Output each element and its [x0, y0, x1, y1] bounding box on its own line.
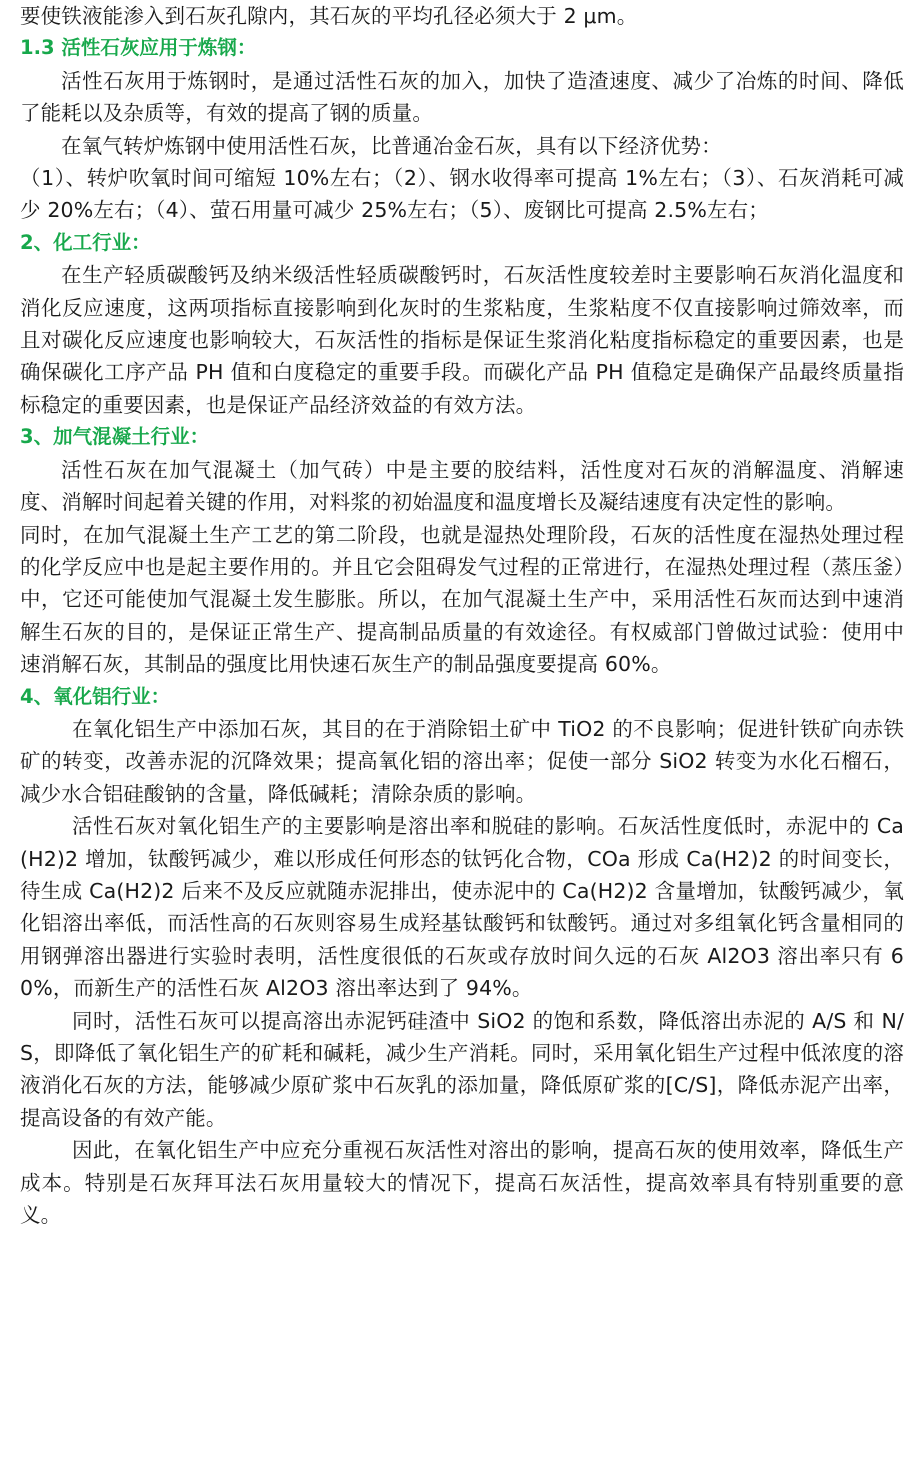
- heading-alumina-industry: 4、氧化铝行业：: [20, 684, 171, 708]
- paragraph-aerated-concrete-2: 同时，在加气混凝土生产工艺的第二阶段，也就是湿热处理阶段，石灰的活性度在湿热处理过程的化学反应中也是起主要作用的。并且它会阻碍发气过程的正常进行，在湿热处理过程（蒸压釜）中，它还可能使加气混凝土发生膨胀。所以，在加气混凝土生产中，采用活性石灰而达到中速消解生石灰的目的，是保证正常生产、提高制品质量的有效途径。有权威部门曾做过试验：使用中速消解石灰，其制品的强度比用快速石灰生产的制品强度要提高 60%。: [20, 522, 904, 677]
- paragraph-converter-advantages: 在氧气转炉炼钢中使用活性石灰，比普通冶金石灰，具有以下经济优势：: [61, 133, 722, 158]
- paragraph-chemical-industry: 在生产轻质碳酸钙及纳米级活性轻质碳酸钙时，石灰活性度较差时主要影响石灰消化温度和消化反应速度，这两项指标直接影响到化灰时的生浆粘度，生浆粘度不仅直接影响过筛效率，而且对碳化反应速度也影响较大，石灰活性的指标是保证生浆消化粘度指标稳定的重要因素，也是确保碳化工序产品 PH 值和白度稳定的重要手段。而碳化产品 PH 值稳定是确保产品最终质量指标稳定的重要因素，也是保证产品经济效益的有效方法。: [20, 263, 904, 417]
- paragraph-advantages-list: （1）、转炉吹氧时间可缩短 10%左右；（2）、钢水收得率可提高 1%左右；（3）、石灰消耗可减少 20%左右；（4）、萤石用量可减少 25%左右；（5）、废钢比可提高 2.5%左右；: [20, 166, 904, 223]
- paragraph-alumina-3: 同时，活性石灰可以提高溶出赤泥钙硅渣中 SiO2 的饱和系数，降低溶出赤泥的 A/S 和 N/S，即降低了氧化铝生产的矿耗和碱耗，减少生产消耗。同时，采用氧化铝生产过程中低浓度的溶液消化石灰的方法，能够减少原矿浆中石灰乳的添加量，降低原矿浆的[C/S]，降低赤泥产出率，提高设备的有效产能。: [20, 1008, 904, 1130]
- paragraph-aerated-concrete-1: 活性石灰在加气混凝土（加气砖）中是主要的胶结料，活性度对石灰的消解温度、消解速度、消解时间起着关键的作用，对料浆的初始温度和温度增长及凝结速度有决定性的影响。: [20, 457, 904, 515]
- heading-chemical-industry: 2、化工行业：: [20, 230, 151, 254]
- heading-steelmaking: 1.3 活性石灰应用于炼钢：: [20, 36, 257, 60]
- paragraph-alumina-1: 在氧化铝生产中添加石灰，其目的在于消除铝土矿中 TiO2 的不良影响；促进针铁矿向赤铁矿的转变，改善赤泥的沉降效果；提高氧化铝的溶出率；促使一部分 SiO2 转变为水化石榴石，减少水合铝硅酸钠的含量，降低碱耗；清除杂质的影响。: [20, 716, 904, 806]
- paragraph-alumina-conclusion: 因此，在氧化铝生产中应充分重视石灰活性对溶出的影响，提高石灰的使用效率，降低生产成本。特别是石灰拜耳法石灰用量较大的情况下，提高石灰活性，提高效率具有特别重要的意义。: [20, 1138, 904, 1228]
- heading-aerated-concrete: 3、加气混凝土行业：: [20, 425, 210, 449]
- paragraph-iron-penetration: 要使铁液能渗入到石灰孔隙内，其石灰的平均孔径必须大于 2 μm。: [20, 4, 638, 28]
- paragraph-alumina-2: 活性石灰对氧化铝生产的主要影响是溶出率和脱硅的影响。石灰活性度低时，赤泥中的 Ca(H2)2 增加，钛酸钙减少，难以形成任何形态的钛钙化合物，COa 形成 Ca(H2)2 的时间变长，待生成 Ca(H2)2 后来不及反应就随赤泥排出，使赤泥中的 Ca(H2)2 含量增加，钛酸钙减少，氧化铝溶出率低，而活性高的石灰则容易生成羟基钛酸钙和钛酸钙。通过对多组氧化钙含量相同的用钢弹溶出器进行实验时表明，活性度很低的石灰或存放时间久远的石灰 Al2O3 溶出率只有 60%，而新生产的活性石灰 Al2O3 溶出率达到了 94%。: [20, 814, 904, 1001]
- paragraph-steelmaking-intro: 活性石灰用于炼钢时，是通过活性石灰的加入，加快了造渣速度、减少了冶炼的时间、降低了能耗以及杂质等，有效的提高了钢的质量。: [20, 68, 904, 126]
